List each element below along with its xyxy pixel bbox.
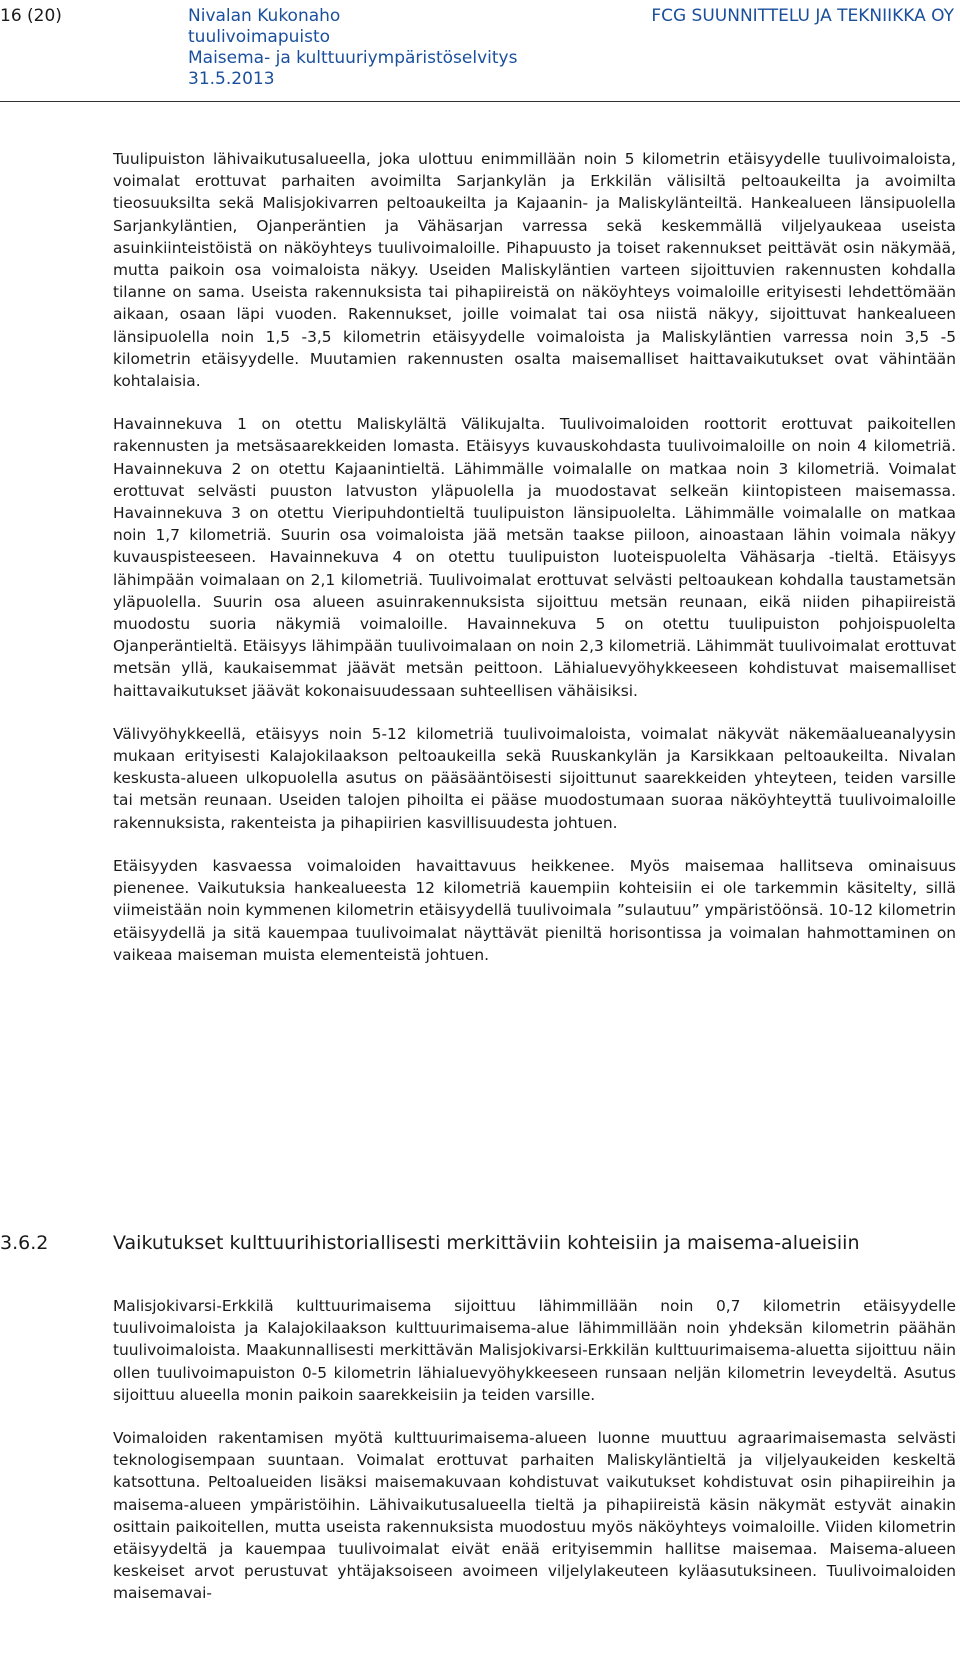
document-info: [188, 6, 517, 90]
section-number: 3.6.2: [0, 1232, 49, 1254]
paragraph: Havainnekuva 1 on otettu Maliskylältä Välikujalta. Tuulivoimaloiden roottorit erottuvat paikoitellen rakennusten ja metsäsaarekkeiden lomasta. Etäisyys kuvauskohdasta tuulivoimaloille on noin 4 kilometriä. Havainnekuva 2 on otettu Kajaanintieltä. Lähimmälle voimalalle on matkaa noin 3 kilometriä. Voimalat erottuvat selvästi puuston latvuston yläpuolella ja muodostavat selkeän kiintopisteen maisemassa. Havainnekuva 3 on otettu Vieripuhdontieltä tuulipuiston länsipuolelta. Lähimmälle voimalalle on matkaa noin 1,7 kilometriä. Suurin osa voimaloista jää metsän taakse piiloon, ainoastaan lähin voimala näkyy kuvauspisteeseen. Havainnekuva 4 on otettu tuulipuiston luoteispuolelta Vähäsarja -tieltä. Etäisyys lähimpään voimalaan on 2,1 kilometriä. Tuulivoimalat erottuvat selvästi peltoaukean kohdalla taustametsän yläpuolella. Suurin osa alueen asuinrakennuksista sijoittuu metsän reunaan, eikä niiden pihapiireistä muodostu suoria näkymiä voimaloille. Havainnekuva 5 on otettu tuulipuiston pohjoispuolelta Ojanperäntieltä. Etäisyys lähimpään tuulivoimalaan on noin 2,3 kilometriä. Lähimmät tuulivoimalat erottuvat metsän yllä, kaukaisemmat jäävät metsän peittoon. Lähialuevyöhykkeeseen kohdistuvat maisemalliset haittavaikutukset jäävät kokonaisuudessaan suhteellisen vähäisiksi.: [113, 415, 956, 700]
page-header: [0, 0, 960, 101]
paragraph: Välivyöhykkeellä, etäisyys noin 5-12 kilometriä tuulivoimaloista, voimalat näkyvät näkemäalueanalyysin mukaan erityisesti Kalajokilaakson peltoaukeilla sekä Ruuskankylän ja Karsikkaan peltoaukeilta. Nivalan keskusta-alueen ulkopuolella asutus on pääsääntöisesti sijoittunut saarekkeiden yhteyteen, teiden varsille tai metsän reunaan. Useiden talojen pihoilta ei pääse muodostumaan suoraa näköyhteyttä tuulivoimaloille rakennuksista, rakenteista ja pihapiirien kasvillisuudesta johtuen.: [113, 724, 956, 832]
paragraph: Malisjokivarsi-Erkkilä kulttuurimaisema sijoittuu lähimmillään noin 0,7 kilometrin etäisyydelle tuulivoimaloista ja Kalajokilaakson kulttuurimaisema-alue lähimmillään noin yhdeksän kilometrin päähän tuulivoimaloista. Maakunnallisesti merkittävän Malisjokivarsi-Erkkilän kulttuurimaisema-aluetta sijoittuu näin ollen tuulivoimapuiston 0-5 kilometrin lähialuevyöhykkeeseen runsaan neljän kilometrin leveydeltä. Asutus sijoittuu alueella monin paikoin saarekkeisiin ja teiden varsille.: [113, 1297, 956, 1404]
company-name: FCG SUUNNITTELU JA TEKNIIKKA OY: [651, 6, 954, 26]
report-title: Maisema- ja kulttuuriympäristöselvitys: [188, 48, 518, 68]
project-name-line1: Nivalan Kukonaho: [188, 6, 341, 26]
body-text: [113, 148, 956, 966]
project-name-line2: tuulivoimapuisto: [188, 27, 331, 47]
header-divider: [0, 101, 960, 102]
paragraph: Voimaloiden rakentamisen myötä kulttuurimaisema-alueen luonne muuttuu agraarimaisemasta selvästi teknologisempaan suuntaan. Voimalat erottuvat parhaiten Maliskyläntieltä ja viljelyaukeiden keskeltä katsottuna. Peltoalueiden lisäksi maisemakuvaan kohdistuvat vaikutukset kohdistuvat osin pihapiireihin ja maisema-alueen ympäristöihin. Lähivaikutusalueella tieltä ja pihapiireistä käsin näkymät estyvät ainakin osittain paikoitellen, mutta useista rakennuksista muodostuu myös näköyhteys voimaloille. Viiden kilometrin etäisyydeltä ja kauempaa tuulivoimalat eivät enää erityisemmin hallitse maisemaa. Maisema-alueen keskeiset arvot perustuvat yhtäjaksoiseen avoimeen viljelylakeuteen kyläasutuksineen. Tuulivoimaloiden maisemavai-: [113, 1429, 956, 1603]
page-number: 16 (20): [0, 6, 62, 26]
report-date: 31.5.2013: [188, 69, 275, 89]
section-heading: Vaikutukset kulttuurihistoriallisesti merkittäviin kohteisiin ja maisema-alueisiin: [113, 1232, 860, 1254]
paragraph: Etäisyyden kasvaessa voimaloiden havaittavuus heikkenee. Myös maisemaa hallitseva ominaisuus pienenee. Vaikutuksia hankealueesta 12 kilometriä kauempiin kohteisiin ei ole tarkemmin käsitelty, sillä viimeistään noin kymmenen kilometrin etäisyydellä tuulivoimala ”sulautuu” ympäristöönsä. 10-12 kilometrin etäisyydellä ja sitä kauempaa tuulivoimalat näyttävät pieniltä horisontissa ja voimalan hahmottaminen on vaikeaa maiseman muista elementeistä johtuen.: [113, 856, 956, 964]
section-body: [113, 1295, 956, 1605]
paragraph: Tuulipuiston lähivaikutusalueella, joka ulottuu enimmillään noin 5 kilometrin etäisyydelle tuulivoimaloista, voimalat erottuvat parhaiten avoimilta Sarjankylän ja Erkkilän välisiltä peltoaukeilta ja avoimilta tieosuuksilta sekä Malisjokivarren peltoaukeilta ja Kajaanin- ja Maliskylänteiltä. Hankealueen länsipuolella Sarjankyläntien, Ojanperäntien ja Vähäsarjan varressa sekä keskemmällä viljelyaukeaa useista asuinkiinteistöistä on näköyhteys tuulivoimaloille. Pihapuusto ja toiset rakennukset peittävät osin näkymää, mutta paikoin osa voimaloista näkyy. Useiden Maliskyläntien varteen sijoittuvien rakennusten kohdalla tilanne on sama. Useista rakennuksista tai pihapiireistä on näköyhteys voimaloille erityisesti lehdettömään aikaan, osaan läpi vuoden. Rakennukset, joille voimalat tai osa niistä näkyy, sijoittuvat hankealueen länsipuolella noin 1,5 -3,5 kilometrin etäisyydelle voimaloista ja Maliskyläntien varressa noin 3,5 -5 kilometrin etäisyydelle. Muutamien rakennusten osalta maisemalliset haittavaikutukset ovat vähintään kohtalaisia.: [113, 150, 956, 391]
